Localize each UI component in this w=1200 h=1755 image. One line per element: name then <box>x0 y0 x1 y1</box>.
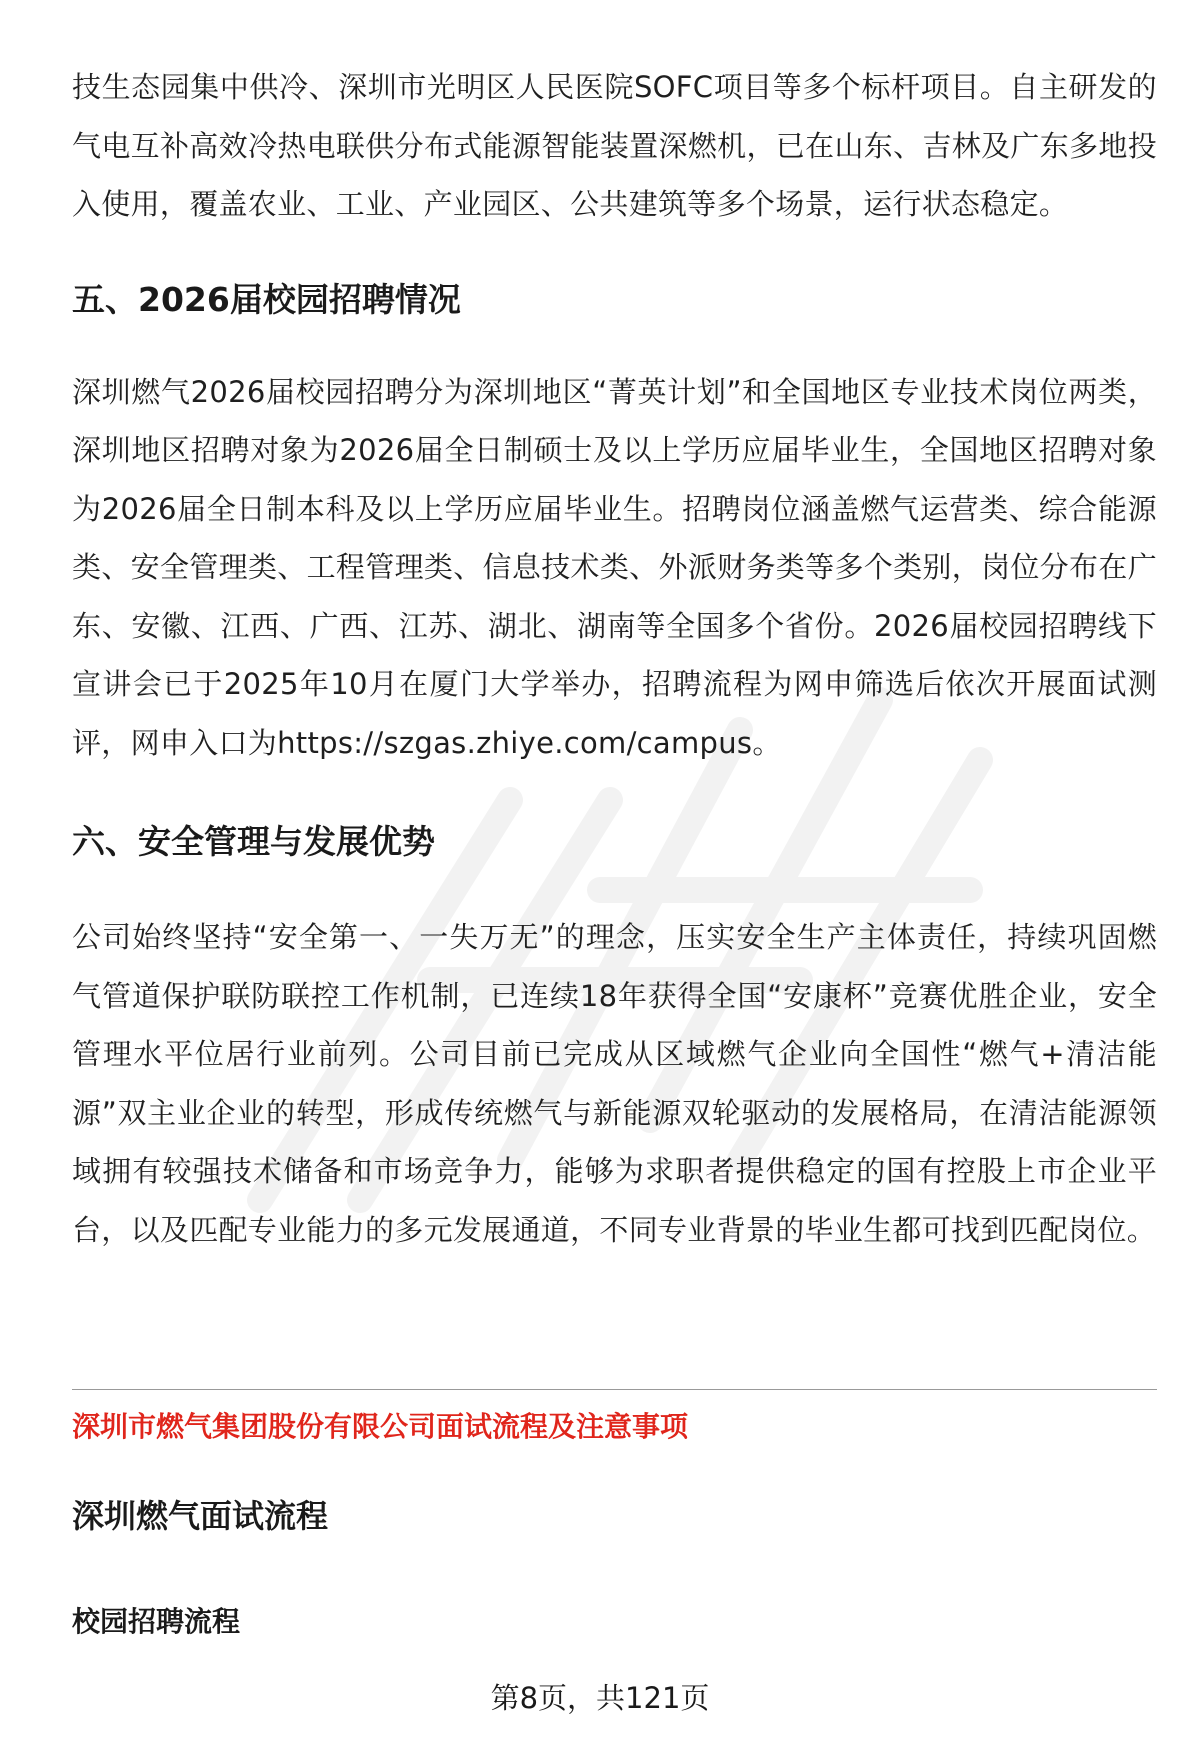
section-six-paragraph: 公司始终坚持“安全第一、一失万无”的理念，压实安全生产主体责任，持续巩固燃气管道保护联防联控工作机制，已连续18年获得全国“安康杯”竞赛优胜企业，安全管理水平位居行业前列。公司目前已完成从区域燃气企业向全国性“燃气+清洁能源”双主业企业的转型，形成传统燃气与新能源双轮驱动的发展格局，在清洁能源领域拥有较强技术储备和市场竞争力，能够为求职者提供稳定的国有控股上市企业平台，以及匹配专业能力的多元发展通道，不同专业背景的毕业生都可找到匹配岗位。 <box>72 920 1157 1247</box>
interview-process-title: 深圳市燃气集团股份有限公司面试流程及注意事项 <box>72 1410 689 1443</box>
section-five-heading: 五、2026届校园招聘情况 <box>72 279 461 319</box>
section-five-paragraph: 深圳燃气2026届校园招聘分为深圳地区“菁英计划”和全国地区专业技术岗位两类，深圳地区招聘对象为2026届全日制硕士及以上学历应届毕业生，全国地区招聘对象为2026届全日制本科及以上学历应届毕业生。招聘岗位涵盖燃气运营类、综合能源类、安全管理类、工程管理类、信息技术类、外派财务类等多个类别，岗位分布在广东、安徽、江西、广西、江苏、湖北、湖南等全国多个省份。2026届校园招聘线下宣讲会已于2025年10月在厦门大学举办，招聘流程为网申筛选后依次开展面试测评，网申入口为https://szgas.zhiye.com/campus。 <box>72 374 1157 760</box>
page-number: 第8页，共121页 <box>490 1681 710 1715</box>
intro-paragraph: 技生态园集中供冷、深圳市光明区人民医院SOFC项目等多个标杆项目。自主研发的气电互补高效冷热电联供分布式能源智能装置深燃机，已在山东、吉林及广东多地投入使用，覆盖农业、工业、产业园区、公共建筑等多个场景，运行状态稳定。 <box>72 70 1157 221</box>
document-body <box>72 58 1157 1259</box>
campus-recruitment-heading: 校园招聘流程 <box>72 1605 241 1638</box>
section-six-heading: 六、安全管理与发展优势 <box>72 822 435 861</box>
interview-process-heading: 深圳燃气面试流程 <box>72 1497 329 1535</box>
horizontal-divider <box>72 1389 1157 1390</box>
